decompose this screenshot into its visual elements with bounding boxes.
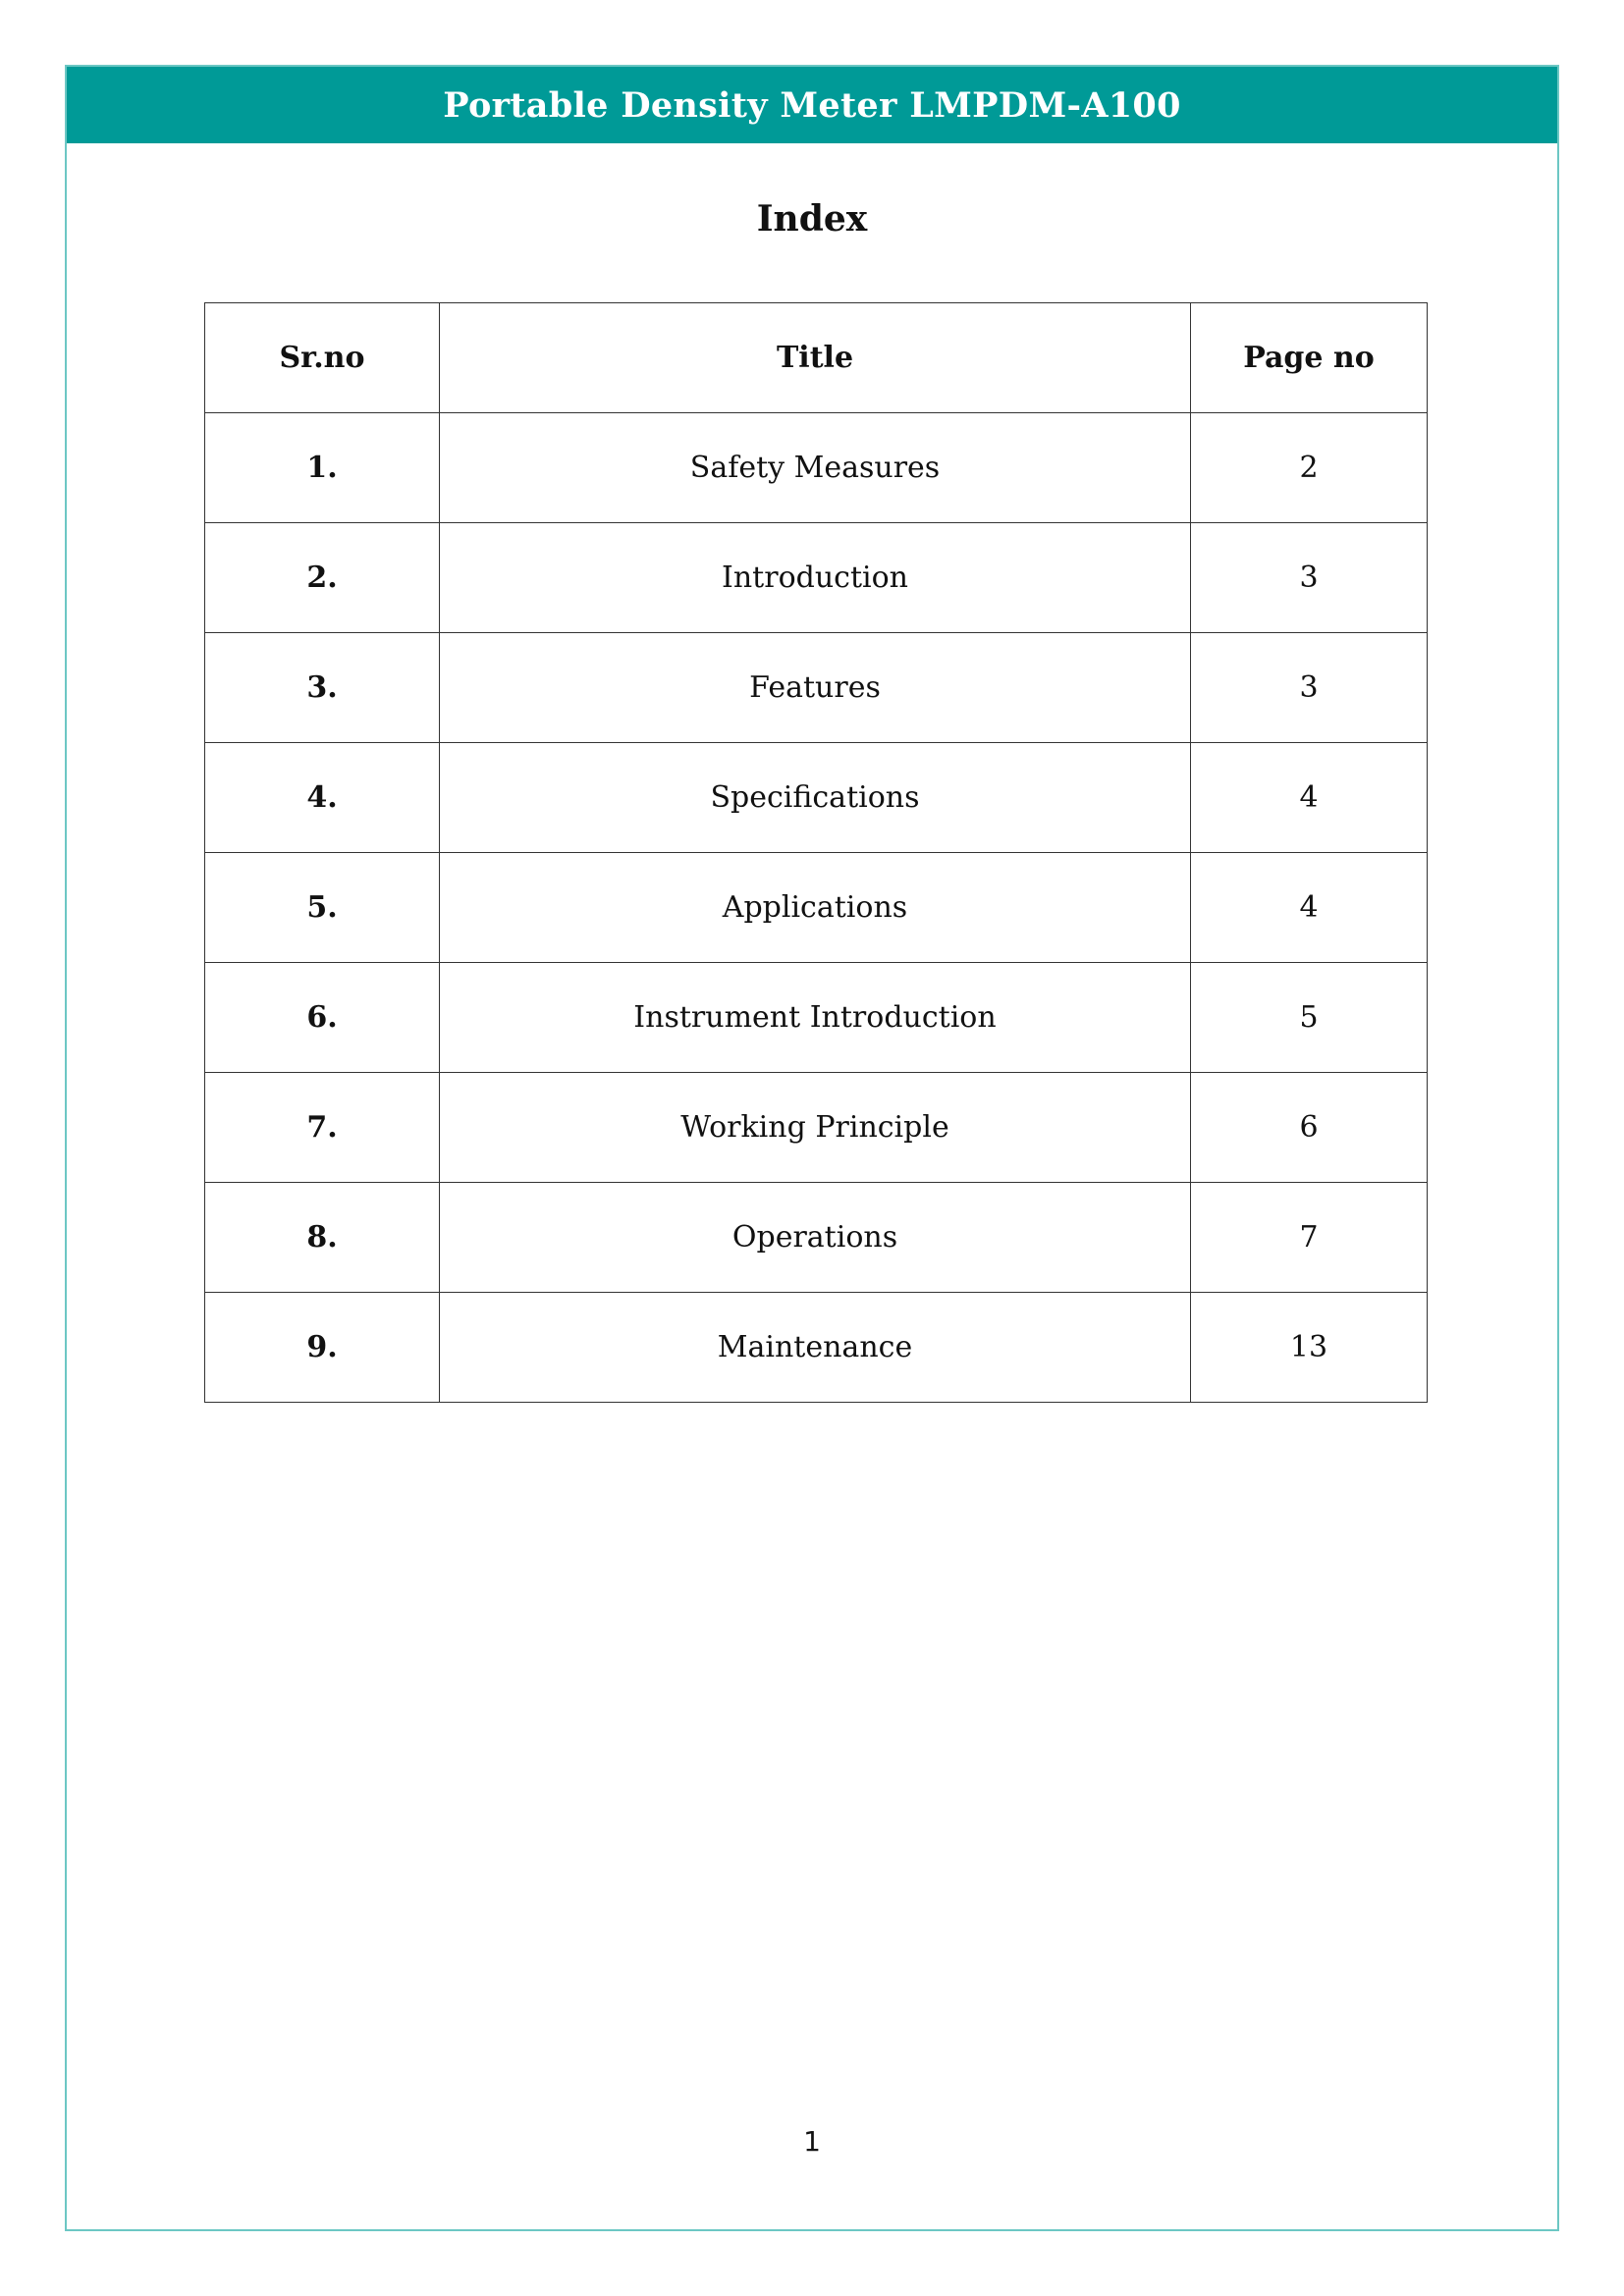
page-no-cell: 6: [1191, 1073, 1428, 1183]
sr-no-cell: 9.: [205, 1293, 440, 1403]
table-row[interactable]: [205, 523, 1428, 633]
title-cell[interactable]: Specifications: [440, 743, 1191, 853]
sr-no-cell: 1.: [205, 413, 440, 523]
document-title: Portable Density Meter LMPDM-A100: [443, 84, 1181, 126]
index-table: [204, 302, 1428, 1403]
page-no-cell: 3: [1191, 523, 1428, 633]
page-frame: [65, 65, 1559, 2231]
sr-no-cell: 8.: [205, 1183, 440, 1293]
sr-no-cell: 5.: [205, 853, 440, 963]
title-cell[interactable]: Maintenance: [440, 1293, 1191, 1403]
page-no-cell: 5: [1191, 963, 1428, 1073]
index-heading: Index: [756, 198, 868, 240]
title-cell[interactable]: Safety Measures: [440, 413, 1191, 523]
sr-no-cell: 2.: [205, 523, 440, 633]
table-row[interactable]: [205, 1293, 1428, 1403]
table-row[interactable]: [205, 1073, 1428, 1183]
column-header-page-no: Page no: [1191, 303, 1428, 413]
page-no-cell: 4: [1191, 743, 1428, 853]
table-row[interactable]: [205, 853, 1428, 963]
title-cell[interactable]: Working Principle: [440, 1073, 1191, 1183]
sr-no-cell: 4.: [205, 743, 440, 853]
column-header-sr-no: Sr.no: [205, 303, 440, 413]
table-header-row: [205, 303, 1428, 413]
title-cell[interactable]: Operations: [440, 1183, 1191, 1293]
table-row[interactable]: [205, 633, 1428, 743]
title-cell[interactable]: Applications: [440, 853, 1191, 963]
sr-no-cell: 6.: [205, 963, 440, 1073]
page-no-cell: 7: [1191, 1183, 1428, 1293]
title-cell[interactable]: Introduction: [440, 523, 1191, 633]
sr-no-cell: 3.: [205, 633, 440, 743]
sr-no-cell: 7.: [205, 1073, 440, 1183]
page-number: 1: [803, 2125, 821, 2158]
page-no-cell: 3: [1191, 633, 1428, 743]
table-row[interactable]: [205, 743, 1428, 853]
table-row[interactable]: [205, 1183, 1428, 1293]
title-cell[interactable]: Features: [440, 633, 1191, 743]
page-no-cell: 4: [1191, 853, 1428, 963]
table-row[interactable]: [205, 413, 1428, 523]
page-no-cell: 2: [1191, 413, 1428, 523]
header-bar: [67, 67, 1557, 143]
column-header-title: Title: [440, 303, 1191, 413]
table-row[interactable]: [205, 963, 1428, 1073]
page-no-cell: 13: [1191, 1293, 1428, 1403]
title-cell[interactable]: Instrument Introduction: [440, 963, 1191, 1073]
